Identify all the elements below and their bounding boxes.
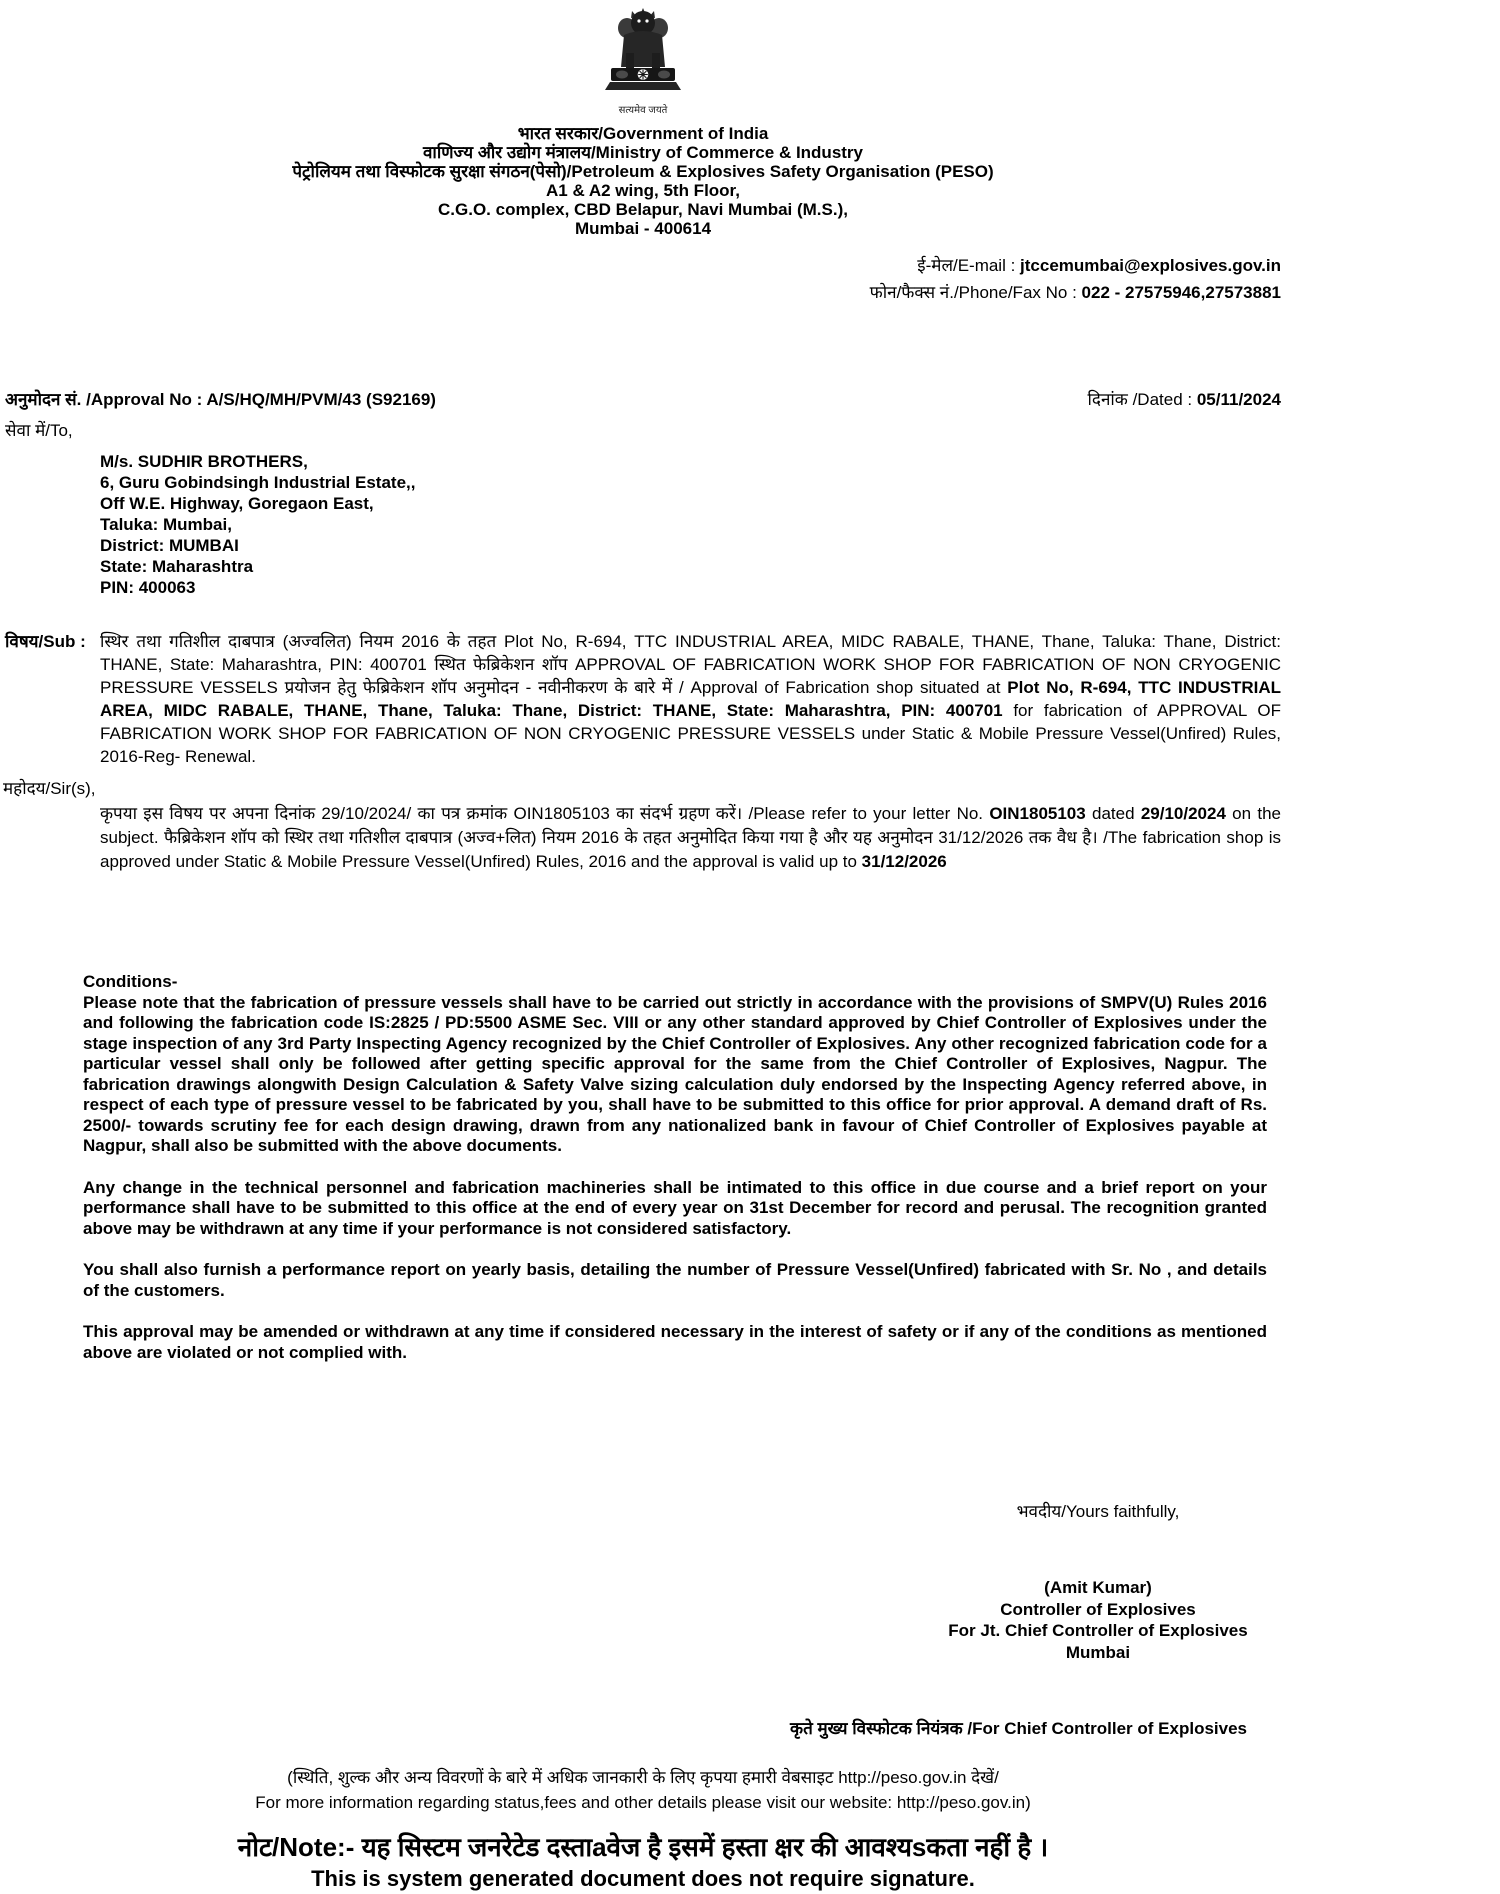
signatory-place: Mumbai (1065, 1642, 1131, 1662)
body-part1: कृपया इस विषय पर अपना दिनांक 29/10/2024/ का पत्र क्रमांक OIN1805103 का संदर्भ ग्रहण करें। /Please refer to your letter No. (100, 804, 990, 823)
conditions-title: Conditions- (83, 972, 178, 991)
salutation: महोदय/Sir(s), (3, 779, 96, 798)
footer-info (5, 1765, 1281, 1815)
to-line: सेवा में/To, (5, 421, 73, 440)
email-line (5, 252, 1281, 279)
body-part5: on the subject. फैब्रिकेशन शॉप को स्थिर तथा गतिशील दाबपात्र (अज्व+लित) नियम 2016 के तहत अनुमोदित किया गया है और यह अनुमोदन 31/12/2026 तक वैध है। /The fabrication shop is approved under Static & Mobile Pressure Vessel(Unfired) Rules, 2016 and the approval is valid up to (100, 804, 1281, 871)
footer-info-line-hindi: (स्थिति, शुल्क और अन्य विवरणों के बारे में अधिक जानकारी के लिए कृपया हमारी वेबसाइट http://peso.gov.in देखें/ (287, 1768, 999, 1787)
note-line-hindi: नोट/Note:- यह सिस्टम जनरेटेड दस्ताaवेज है इसमें हस्ता क्षर की आवश्यsकता नहीं है । (237, 1832, 1049, 1862)
conditions-paragraph-3: You shall also furnish a performance report on yearly basis, detailing the number of Pressure Vessel(Unfired) fabricated with Sr. No , and details of the customers. (83, 1260, 1267, 1300)
date-label: दिनांक /Dated : (1087, 390, 1197, 409)
body-paragraph (100, 802, 1281, 874)
subject-part2-bold: Plot No, R-694, TTC INDUSTRIAL AREA, MIDC RABALE, THANE, Thane, Taluka: Thane, District: THANE, State: Maharashtra, PIN: 400701 (100, 678, 1281, 720)
reference-row (5, 389, 1281, 410)
body-valid-date: 31/12/2026 (861, 852, 947, 871)
address-line: District: MUMBAI (100, 536, 239, 555)
contact-block (5, 252, 1281, 306)
subject-part3: for fabrication of APPROVAL OF FABRICATION WORK SHOP FOR FABRICATION OF NON CRYOGENIC PRESSURE VESSELS under Static & Mobile Pressure Vessel(Unfired) Rules, 2016-Reg- Renewal. (100, 701, 1281, 766)
subject-text (100, 630, 1281, 768)
subject-label: विषय/Sub : (5, 632, 86, 651)
closing-line: भवदीय/Yours faithfully, (1016, 1502, 1180, 1521)
address-line: M/s. SUDHIR BROTHERS, (100, 452, 308, 471)
body-part3: dated (1085, 804, 1141, 823)
letterhead-line-complex: C.G.O. complex, CBD Belapur, Navi Mumbai (M.S.), (438, 200, 848, 219)
body-letter-no: OIN1805103 (989, 804, 1086, 823)
signature-block (898, 1577, 1298, 1663)
conditions-paragraph-1: Please note that the fabrication of pressure vessels shall have to be carried out strictly in accordance with the provisions of SMPV(U) Rules 2016 and following the fabrication code IS:2825 / PD:5500 ASME Sec. VIII or any other standard approved by Chief Controller of Explosives under the stage inspection of any 3rd Party Inspecting Agency recognized by the Chief Controller of Explosives. Any other recognized fabrication code for a particular vessel shall only be followed after getting specific approval for the same from the Chief Controller of Explosives, Nagpur. The fabrication drawings alongwith Design Calculation & Safety Valve sizing calculation duly endorsed by the Inspecting Agency referred above, in respect of each type of pressure vessel to be fabricated by you, shall have to be submitted to this office for prior approval. A demand draft of Rs. 2500/- towards scrutiny fee for each design drawing, drawn from any nationalized bank in favour of Chief Controller of Explosives payable at Nagpur, shall also be submitted with the above documents. (83, 992, 1267, 1155)
subject-row (5, 630, 1281, 768)
conditions-paragraph-2: Any change in the technical personnel and fabrication machineries shall be intimated to this office in due course and a brief report on your performance shall have to be submitted to this office at the end of every year on 31st December for record and perusal. The recognition granted above may be withdrawn at any time if your performance is not considered satisfactory. (83, 1177, 1267, 1238)
phone-value: 022 - 27575946,27573881 (1081, 283, 1281, 302)
address-line: State: Maharashtra (100, 557, 254, 576)
recipient-address (100, 451, 1281, 598)
note-line-english: This is system generated document does not require signature. (311, 1866, 975, 1891)
date-line (1088, 389, 1281, 410)
letterhead-line-org: पेट्रोलियम तथा विस्फोटक सुरक्षा संगठन(पेसो)/Petroleum & Explosives Safety Organisation (PESO) (292, 162, 994, 181)
letterhead-line-city: Mumbai - 400614 (574, 219, 712, 238)
subject-part1: स्थिर तथा गतिशील दाबपात्र (अज्वलित) नियम 2016 के तहत Plot No, R-694, TTC INDUSTRIAL AREA, MIDC RABALE, THANE, Thane, Taluka: Thane, District: THANE, State: Maharashtra, PIN: 400701 स्थित फेब्रिकेशन शॉप APPROVAL OF FABRICATION WORK SHOP FOR FABRICATION OF NON CRYOGENIC PRESSURE VESSELS प्रयोजन हेतु फेब्रिकेशन शॉप अनुमोदन - नवीनीकरण के बारे में / Approval of Fabrication shop situated at (100, 632, 1281, 697)
footer-info-line-english: For more information regarding status,fees and other details please visit our website: http://peso.gov.in) (255, 1793, 1031, 1812)
conditions-paragraph-4: This approval may be amended or withdrawn at any time if considered necessary in the interest of safety or if any of the conditions as mentioned above are violated or not complied with. (83, 1322, 1267, 1362)
address-line: 6, Guru Gobindsingh Industrial Estate,, (100, 473, 416, 492)
emblem-motto: सत्यमेव जयते (618, 105, 668, 116)
approval-no-label: अनुमोदन सं. /Approval No : (5, 390, 207, 409)
letterhead-line-wing: A1 & A2 wing, 5th Floor, (546, 181, 740, 200)
phone-line (5, 279, 1281, 306)
phone-label: फोन/फैक्स नं./Phone/Fax No : (869, 283, 1082, 302)
email-label: ई-मेल/E-mail : (917, 256, 1021, 275)
address-line: PIN: 400063 (100, 578, 196, 597)
address-line: Taluka: Mumbai, (100, 515, 232, 534)
approval-no-value: A/S/HQ/MH/PVM/43 (S92169) (206, 390, 436, 409)
conditions-section (83, 972, 1267, 1363)
address-line: Off W.E. Highway, Goregaon East, (100, 494, 374, 513)
for-chief-controller-line: कृते मुख्य विस्फोटक नियंत्रक /For Chief Controller of Explosives (790, 1719, 1247, 1738)
letterhead (5, 124, 1281, 238)
signatory-for-line: For Jt. Chief Controller of Explosives (948, 1621, 1248, 1640)
date-value: 05/11/2024 (1196, 390, 1281, 409)
emblem-wrap (5, 7, 1281, 116)
letterhead-line-govt: भारत सरकार/Government of India (517, 124, 769, 143)
body-letter-date: 29/10/2024 (1140, 804, 1226, 823)
email-value: jtccemumbai@explosives.gov.in (1020, 256, 1281, 275)
approval-no-line (5, 389, 436, 410)
signatory-name: (Amit Kumar) (1044, 1578, 1152, 1597)
letterhead-line-ministry: वाणिज्य और उद्योग मंत्रालय/Ministry of Commerce & Industry (422, 143, 864, 162)
signatory-designation: Controller of Explosives (1000, 1599, 1196, 1619)
national-emblem-icon (604, 7, 682, 99)
